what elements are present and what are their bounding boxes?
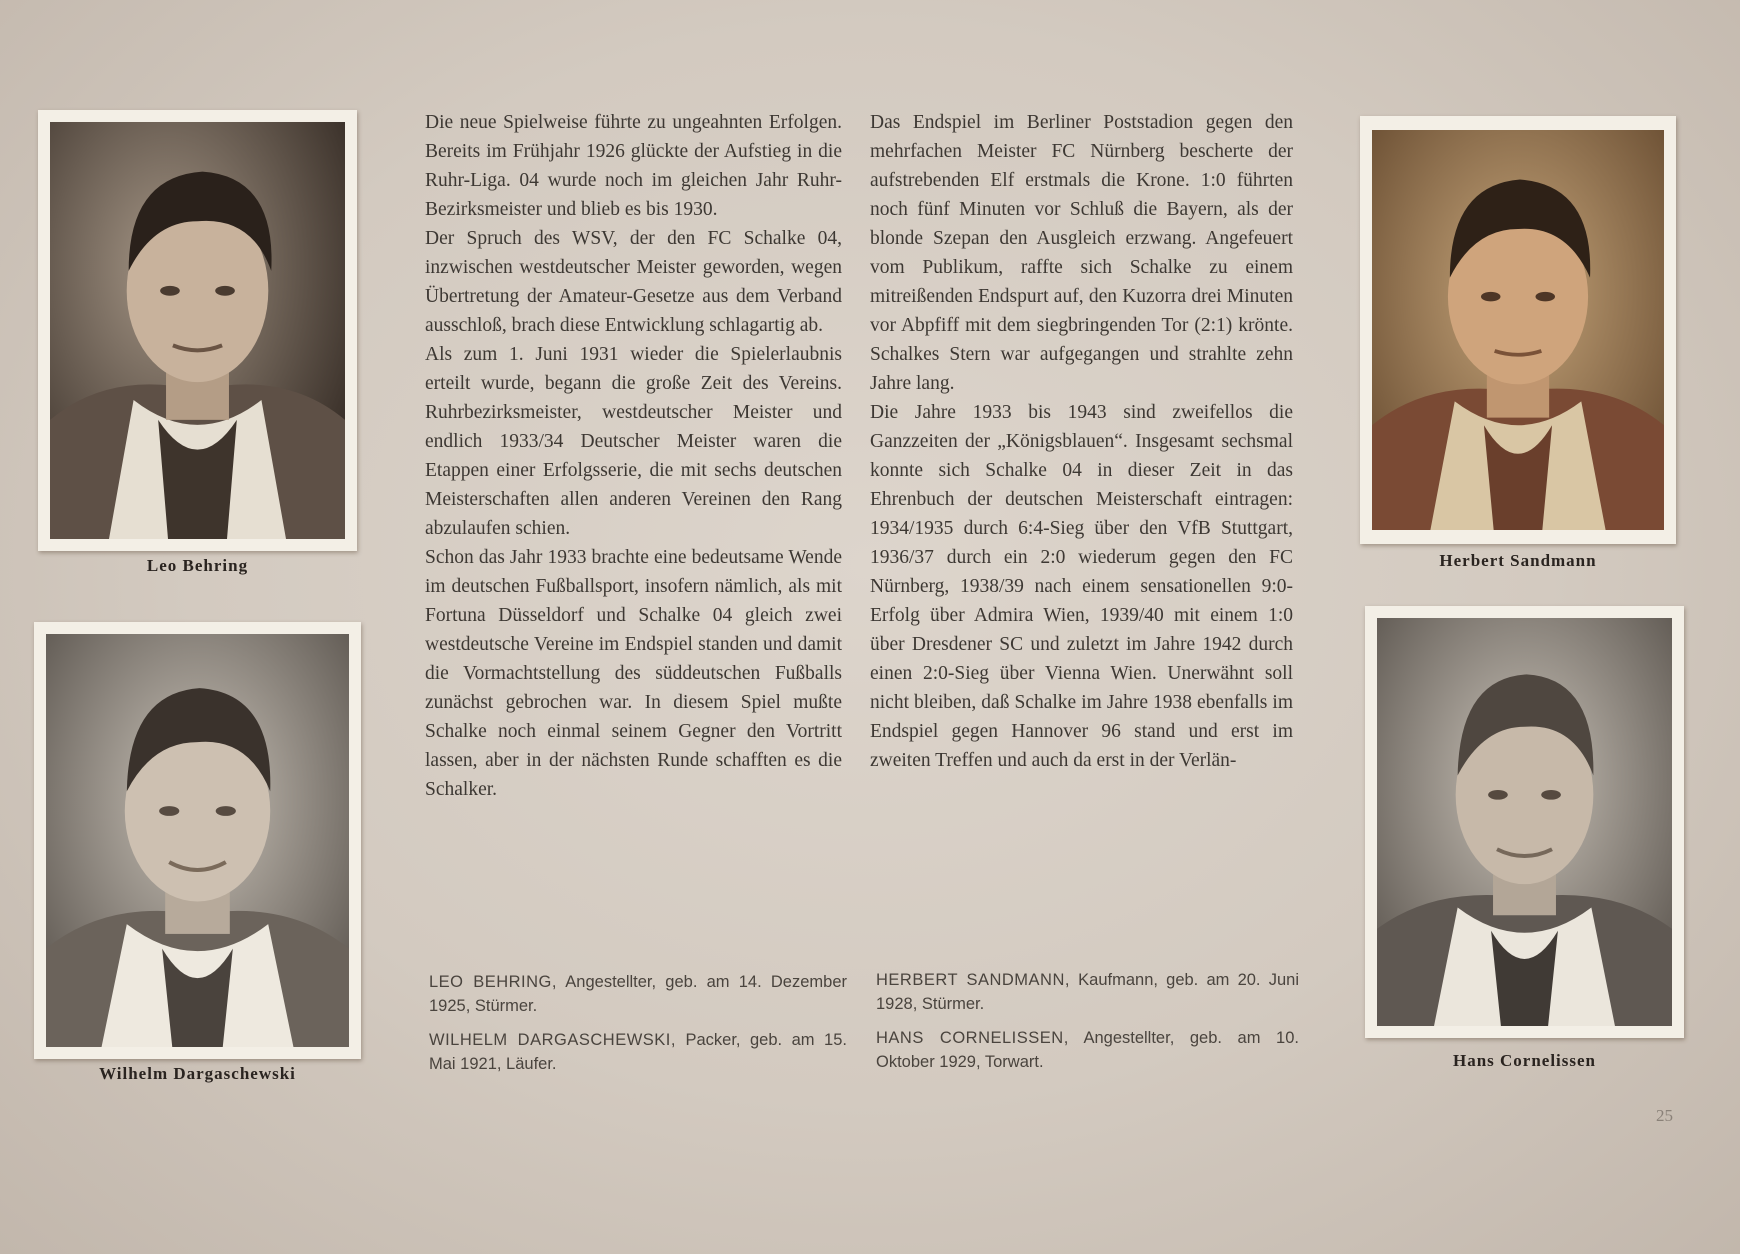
player-bios-right xyxy=(876,968,1299,1084)
bio-name: WILHELM DARGASCHEWSKI, xyxy=(429,1031,676,1049)
player-bios-left xyxy=(429,970,847,1086)
portrait-leo-behring xyxy=(50,122,345,539)
paragraph: Das Endspiel im Berliner Poststadion gegen den mehrfachen Meister FC Nürnberg bescherte der aufstrebenden Elf erstmals die Krone. 1:0 führten noch fünf Minuten vor Schluß die Bayern, als der blonde Szepan den Ausgleich erzwang. Angefeuert vom Publikum, raffte sich Schalke zu einem mitreißenden Endspurt auf, den Kuzorra drei Minuten vor Abpfiff mit dem siegbringenden Tor (2:1) krönte. Schalkes Stern war aufgegangen und strahlte zehn Jahre lang. xyxy=(870,112,1293,394)
portrait-herbert-sandmann xyxy=(1372,130,1664,530)
bio-name: HERBERT SANDMANN, xyxy=(876,971,1070,989)
photo-card-wilhelm-dargaschewski xyxy=(34,622,361,1059)
bio-text: Packer, geb. am 15. Mai 1921, Läufer. xyxy=(429,1031,847,1073)
bio-text: Angestellter, geb. am 14. Dezember 1925, Stürmer. xyxy=(429,973,847,1015)
portrait-wilhelm-dargaschewski xyxy=(46,634,349,1047)
page-number: 25 xyxy=(1656,1106,1673,1125)
bio-entry xyxy=(876,968,1299,1016)
caption-wilhelm-dargaschewski: Wilhelm Dargaschewski xyxy=(99,1064,296,1083)
paragraph: Die Jahre 1933 bis 1943 sind zweifellos die Ganzzeiten der „Königsblauen“. Insgesamt sechsmal konnte sich Schalke 04 in dieser Zeit in das Ehrenbuch der deutschen Meisterschaft eintragen: 1934/1935 durch 6:4-Sieg über den VfB Stuttgart, 1936/37 durch ein 2:0 wiederum gegen den FC Nürnberg, 1938/39 nach einem sensationellen 9:0-Erfolg über Admira Wien, 1939/40 mit einem 1:0 über Dresdener SC und zuletzt im Jahre 1942 durch einen 2:0-Sieg über Vienna Wien. Unerwähnt soll nicht bleiben, daß Schalke im Jahre 1938 ebenfalls im Endspiel gegen Hannover 96 stand und erst im zweiten Treffen und auch da erst in der Verlän- xyxy=(870,402,1293,771)
caption-herbert-sandmann: Herbert Sandmann xyxy=(1439,551,1597,570)
caption-hans-cornelissen: Hans Cornelissen xyxy=(1452,1051,1597,1070)
paragraph: Der Spruch des WSV, der den FC Schalke 04, inzwischen westdeutscher Meister geworden, wegen Übertretung der Amateur-Gesetze aus dem Verband ausschloß, brach diese Entwicklung schlagartig ab. xyxy=(425,228,842,336)
photo-card-herbert-sandmann xyxy=(1360,116,1676,544)
text-column-left xyxy=(425,108,842,804)
bio-entry xyxy=(429,1028,847,1076)
bio-name: HANS CORNELISSEN, xyxy=(876,1029,1069,1047)
bio-text: Angestellter, geb. am 10. Oktober 1929, Torwart. xyxy=(876,1029,1299,1071)
text-column-right xyxy=(870,108,1293,775)
paragraph: Schon das Jahr 1933 brachte eine bedeutsame Wende im deutschen Fußballsport, insofern nämlich, als mit Fortuna Düsseldorf und Schalke 04 gleich zwei westdeutsche Vereine im Endspiel standen und damit die Vormachtstellung des süddeutschen Fußballs zunächst gebrochen war. In diesem Spiel mußte Schalke noch einmal seinem Gegner den Vortritt lassen, aber in der nächsten Runde schafften es die Schalker. xyxy=(425,547,842,800)
paragraph: Die neue Spielweise führte zu ungeahnten Erfolgen. Bereits im Frühjahr 1926 glückte der Aufstieg in die Ruhr-Liga. 04 wurde noch im gleichen Jahr Ruhr-Bezirksmeister und blieb es bis 1930. xyxy=(425,112,842,220)
bio-entry xyxy=(876,1026,1299,1074)
portrait-hans-cornelissen xyxy=(1377,618,1672,1026)
caption-leo-behring: Leo Behring xyxy=(146,556,249,575)
bio-name: LEO BEHRING, xyxy=(429,973,557,991)
bio-entry xyxy=(429,970,847,1018)
photo-card-leo-behring xyxy=(38,110,357,551)
bio-text: Kaufmann, geb. am 20. Juni 1928, Stürmer. xyxy=(876,971,1299,1013)
paragraph: Als zum 1. Juni 1931 wieder die Spielerlaubnis erteilt wurde, begann die große Zeit des Vereins. Ruhrbezirksmeister, westdeutscher Meister und endlich 1933/34 Deutscher Meister waren die Etappen einer Erfolgsserie, die mit sechs deutschen Meisterschaften allen anderen Vereinen den Rang abzulaufen schien. xyxy=(425,344,842,539)
photo-card-hans-cornelissen xyxy=(1365,606,1684,1038)
